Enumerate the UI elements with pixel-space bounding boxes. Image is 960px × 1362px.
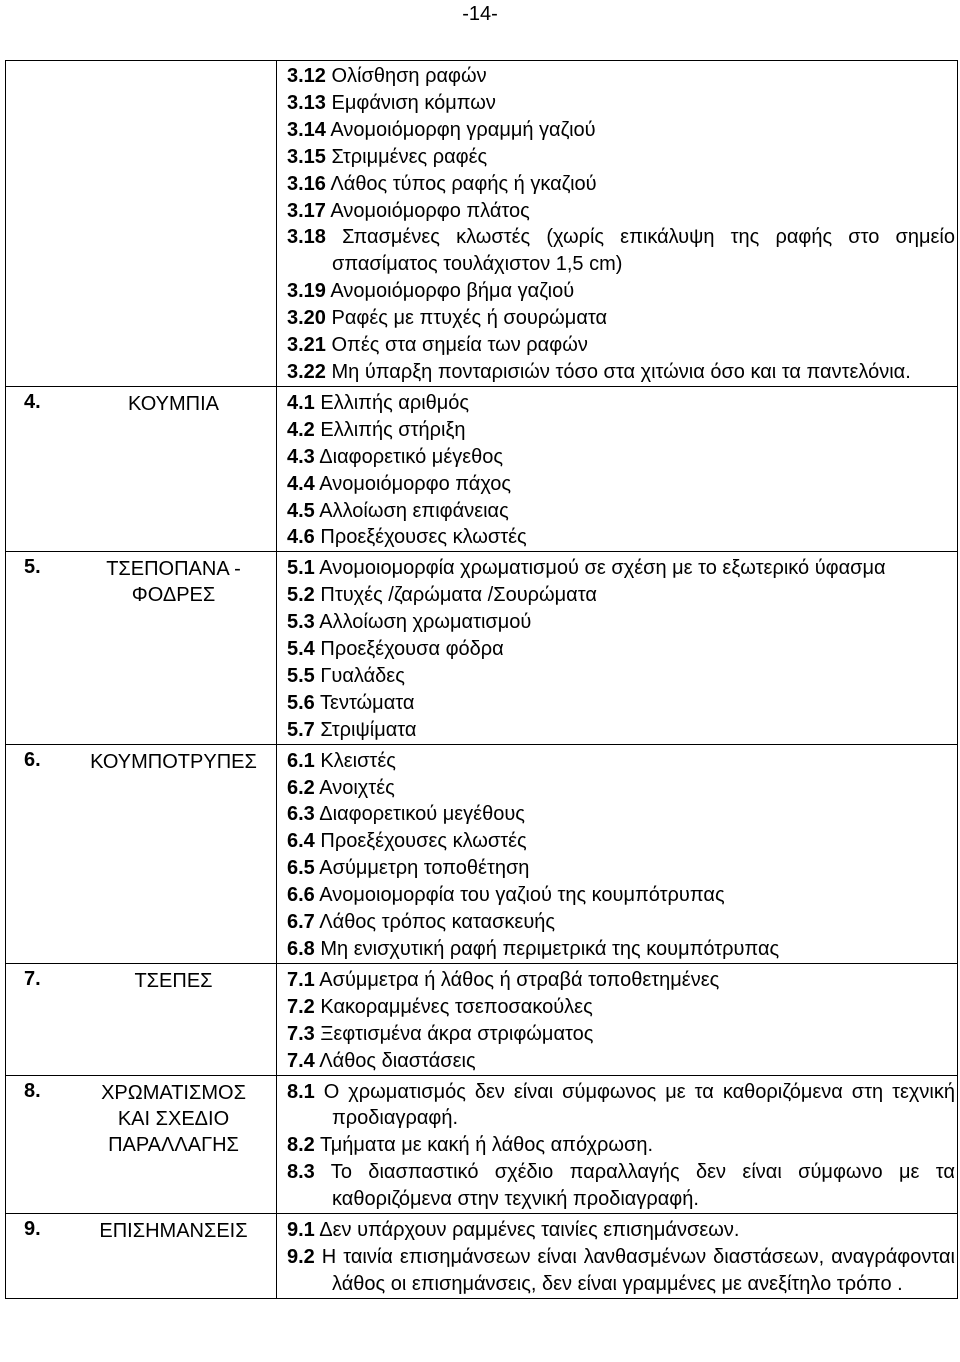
defect-item <box>287 171 955 198</box>
defect-text: Διαφορετικού μεγέθους <box>314 803 525 826</box>
defect-text: Ολίσθηση ραφών <box>325 65 487 87</box>
category-cell <box>6 1214 277 1299</box>
category-name: ΠΑΡΑΛΛΑΓΗΣ <box>108 1133 239 1156</box>
defect-item <box>287 471 955 498</box>
category-cell <box>6 744 277 963</box>
defect-text: Ανομοιόμορφο πλάτος <box>325 199 530 222</box>
defect-item <box>287 582 955 609</box>
defect-text: Ανομοιομορφία του γαζιού της κουμπότρυπας <box>314 884 725 907</box>
category-name: ΤΣΕΠΟΠΑΝΑ - <box>106 558 241 581</box>
category-name: ΕΠΙΣΗΜΑΝΣΕΙΣ <box>99 1220 248 1243</box>
defect-item <box>287 305 955 332</box>
defect-item <box>287 690 955 717</box>
defects-cell <box>277 744 958 963</box>
defect-number: 6.8 <box>287 938 315 960</box>
category-row <box>6 963 958 1075</box>
defect-number: 9.2 <box>287 1245 315 1268</box>
category-row <box>6 1214 958 1299</box>
defect-text: Ασύμμετρη τοποθέτηση <box>314 857 530 880</box>
defect-item <box>287 498 955 525</box>
defect-number: 6.5 <box>287 857 315 880</box>
defect-item <box>287 144 955 171</box>
defect-number: 5.5 <box>287 664 315 687</box>
defect-item <box>287 936 955 963</box>
defect-item <box>287 1159 955 1213</box>
defect-text: Λάθος τύπος ραφής ή γκαζιού <box>325 172 597 195</box>
defect-item <box>287 882 955 909</box>
defect-item <box>287 278 955 305</box>
defect-text: Ανοιχτές <box>314 776 395 799</box>
category-row <box>6 386 958 551</box>
defect-item <box>287 1079 955 1133</box>
defect-item <box>287 1244 955 1298</box>
defect-text: Ελλιπής στήριξη <box>314 418 466 441</box>
defect-item <box>287 1132 955 1159</box>
defect-text: Κλειστές <box>314 749 396 772</box>
defect-text: Προεξέχουσες κλωστές <box>314 526 527 549</box>
defect-text: Ραφές με πτυχές ή σουρώματα <box>325 307 608 330</box>
defect-number: 8.2 <box>287 1134 315 1157</box>
category-cell <box>6 963 277 1075</box>
defect-item <box>287 332 955 359</box>
category-name: ΚΟΥΜΠΙΑ <box>128 392 219 415</box>
defect-number: 9.1 <box>287 1219 315 1242</box>
defect-number: 4.3 <box>287 445 315 468</box>
defect-text: Τμήματα με κακή ή λάθος απόχρωση. <box>314 1134 654 1157</box>
defect-text: Λάθος τρόπος κατασκευής <box>314 911 556 934</box>
defect-item <box>287 1021 955 1048</box>
defect-item <box>287 775 955 802</box>
defect-text: Ο χρωματισμός δεν είναι σύμφωνος με τα καθοριζόμενα στη τεχνική προδιαγραφή. <box>314 1080 955 1130</box>
category-number: 6. <box>24 748 41 771</box>
defect-item <box>287 417 955 444</box>
defect-text: Προεξέχουσες κλωστές <box>314 830 527 853</box>
defect-number: 3.13 <box>287 91 326 114</box>
page-number: -14- <box>462 3 498 25</box>
category-cell <box>6 552 277 744</box>
defect-item <box>287 609 955 636</box>
defect-text: Στριψίματα <box>314 718 417 741</box>
defect-number: 7.4 <box>287 1049 315 1072</box>
defect-number: 4.2 <box>287 418 315 441</box>
defect-item <box>287 801 955 828</box>
defect-number: 6.4 <box>287 830 315 853</box>
defects-table-body <box>6 61 958 1299</box>
category-cell <box>6 386 277 551</box>
defect-number: 8.1 <box>287 1080 315 1103</box>
defects-cell <box>277 1075 958 1214</box>
defect-text: Διαφορετικό μέγεθος <box>314 445 504 468</box>
defect-text: Ανομοιομορφία χρωματισμού σε σχέση με το εξωτερικό ύφασμα <box>314 557 886 580</box>
defect-item <box>287 828 955 855</box>
category-cell <box>6 1075 277 1214</box>
category-number: 7. <box>24 967 41 990</box>
defect-text: Μη ενισχυτική ραφή περιμετρικά της κουμπότρυπας <box>314 938 780 960</box>
defect-item <box>287 524 955 551</box>
defect-text: Αλλοίωση επιφάνειας <box>314 499 509 522</box>
defect-text: Ανομοιόμορφη γραμμή γαζιού <box>325 118 596 141</box>
category-name: ΚΟΥΜΠΟΤΡΥΠΕΣ <box>90 750 257 773</box>
defect-text: Μη ύπαρξη πονταρισιών τόσο στα χιτώνια όσο και τα παντελόνια. <box>325 360 911 383</box>
defect-text: Ανομοιόμορφο βήμα γαζιού <box>325 280 575 303</box>
defect-number: 4.5 <box>287 499 315 522</box>
category-name: ΦΟΔΡΕΣ <box>131 584 216 607</box>
defect-number: 4.1 <box>287 391 315 414</box>
defect-text: Πτυχές /ζαρώματα /Σουρώματα <box>314 584 597 607</box>
category-name: ΤΣΕΠΕΣ <box>134 969 213 992</box>
defect-number: 3.20 <box>287 307 326 330</box>
defect-text: Το διασπαστικό σχέδιο παραλλαγής δεν είναι σύμφωνο με τα καθοριζόμενα στην τεχνική προδιαγραφή. <box>314 1161 955 1211</box>
defect-number: 7.1 <box>287 968 315 991</box>
defect-item <box>287 224 955 278</box>
defect-number: 3.17 <box>287 199 326 222</box>
defect-text: Γυαλάδες <box>314 664 405 687</box>
defect-item <box>287 117 955 144</box>
defect-item <box>287 748 955 775</box>
defect-number: 5.2 <box>287 584 315 607</box>
defect-number: 5.6 <box>287 691 315 714</box>
defect-number: 5.3 <box>287 611 315 634</box>
defect-text: Σπασμένες κλωστές (χωρίς επικάλυψη της ραφής στο σημείο σπασίματος τουλάχιστον 1,5 cm) <box>325 226 955 276</box>
defect-item <box>287 390 955 417</box>
defect-number: 4.4 <box>287 472 315 495</box>
defect-text: Κακοραμμένες τσεποσακούλες <box>314 995 593 1018</box>
defect-text: Εμφάνιση κόμπων <box>325 91 496 114</box>
defect-number: 6.3 <box>287 803 315 826</box>
defect-text: Ξεφτισμένα άκρα στριφώματος <box>314 1022 594 1045</box>
defect-text: Ελλιπής αριθμός <box>314 391 470 414</box>
defect-number: 7.2 <box>287 995 315 1018</box>
defect-item <box>287 1048 955 1075</box>
defect-text: Δεν υπάρχουν ραμμένες ταινίες επισημάνσεων. <box>314 1219 740 1242</box>
defect-number: 3.14 <box>287 118 326 141</box>
category-number: 8. <box>24 1079 41 1102</box>
defect-item <box>287 555 955 582</box>
defect-number: 5.7 <box>287 718 315 741</box>
defect-item <box>287 198 955 225</box>
defect-text: Οπές στα σημεία των ραφών <box>325 334 588 357</box>
defect-item <box>287 359 955 386</box>
defects-cell <box>277 1214 958 1299</box>
category-number: 5. <box>24 556 41 579</box>
defect-number: 3.18 <box>287 226 326 249</box>
category-name: ΧΡΩΜΑΤΙΣΜΟΣ <box>101 1081 246 1104</box>
defect-number: 3.19 <box>287 280 326 303</box>
defect-number: 3.16 <box>287 172 326 195</box>
category-cell <box>6 61 277 387</box>
defect-text: Ανομοιόμορφο πάχος <box>314 472 512 495</box>
category-row <box>6 552 958 744</box>
defect-item <box>287 717 955 744</box>
defect-item <box>287 1217 955 1244</box>
defect-number: 3.12 <box>287 65 326 87</box>
defect-text: Προεξέχουσα φόδρα <box>314 638 504 661</box>
defects-cell <box>277 386 958 551</box>
defect-item <box>287 663 955 690</box>
defect-text: Ασύμμετρα ή λάθος ή στραβά τοποθετημένες <box>314 968 720 991</box>
defect-item <box>287 994 955 1021</box>
defects-cell <box>277 552 958 744</box>
defect-number: 5.4 <box>287 638 315 661</box>
defect-item <box>287 90 955 117</box>
defect-item <box>287 636 955 663</box>
category-number: 4. <box>24 390 41 413</box>
defects-cell <box>277 963 958 1075</box>
category-row <box>6 744 958 963</box>
defect-number: 6.2 <box>287 776 315 799</box>
defect-item <box>287 63 955 90</box>
defect-item <box>287 855 955 882</box>
category-row <box>6 1075 958 1214</box>
defect-text: Στριμμένες ραφές <box>325 145 488 168</box>
category-row <box>6 61 958 387</box>
defects-table <box>5 60 958 1299</box>
defect-number: 6.7 <box>287 911 315 934</box>
defect-number: 5.1 <box>287 557 315 580</box>
defect-text: Αλλοίωση χρωματισμού <box>314 611 532 634</box>
defect-number: 6.6 <box>287 884 315 907</box>
defects-cell <box>277 61 958 387</box>
defect-text: Η ταινία επισημάνσεων είναι λανθασμένων διαστάσεων, αναγράφονται λάθος οι επισημάνσεις, δεν είναι γραμμένες με ανεξίτηλο τρόπο . <box>314 1245 955 1295</box>
defect-number: 3.21 <box>287 334 326 357</box>
defect-text: Λάθος διαστάσεις <box>314 1049 476 1072</box>
defect-text: Τεντώματα <box>314 691 415 714</box>
defect-item <box>287 444 955 471</box>
defect-number: 6.1 <box>287 749 315 772</box>
defect-item <box>287 909 955 936</box>
defect-number: 8.3 <box>287 1161 315 1184</box>
category-number: 9. <box>24 1218 41 1241</box>
defect-item <box>287 967 955 994</box>
defect-number: 3.22 <box>287 360 326 383</box>
category-name: ΚΑΙ ΣΧΕΔΙΟ <box>117 1107 230 1130</box>
defect-number: 3.15 <box>287 145 326 168</box>
defect-number: 4.6 <box>287 526 315 549</box>
defect-number: 7.3 <box>287 1022 315 1045</box>
